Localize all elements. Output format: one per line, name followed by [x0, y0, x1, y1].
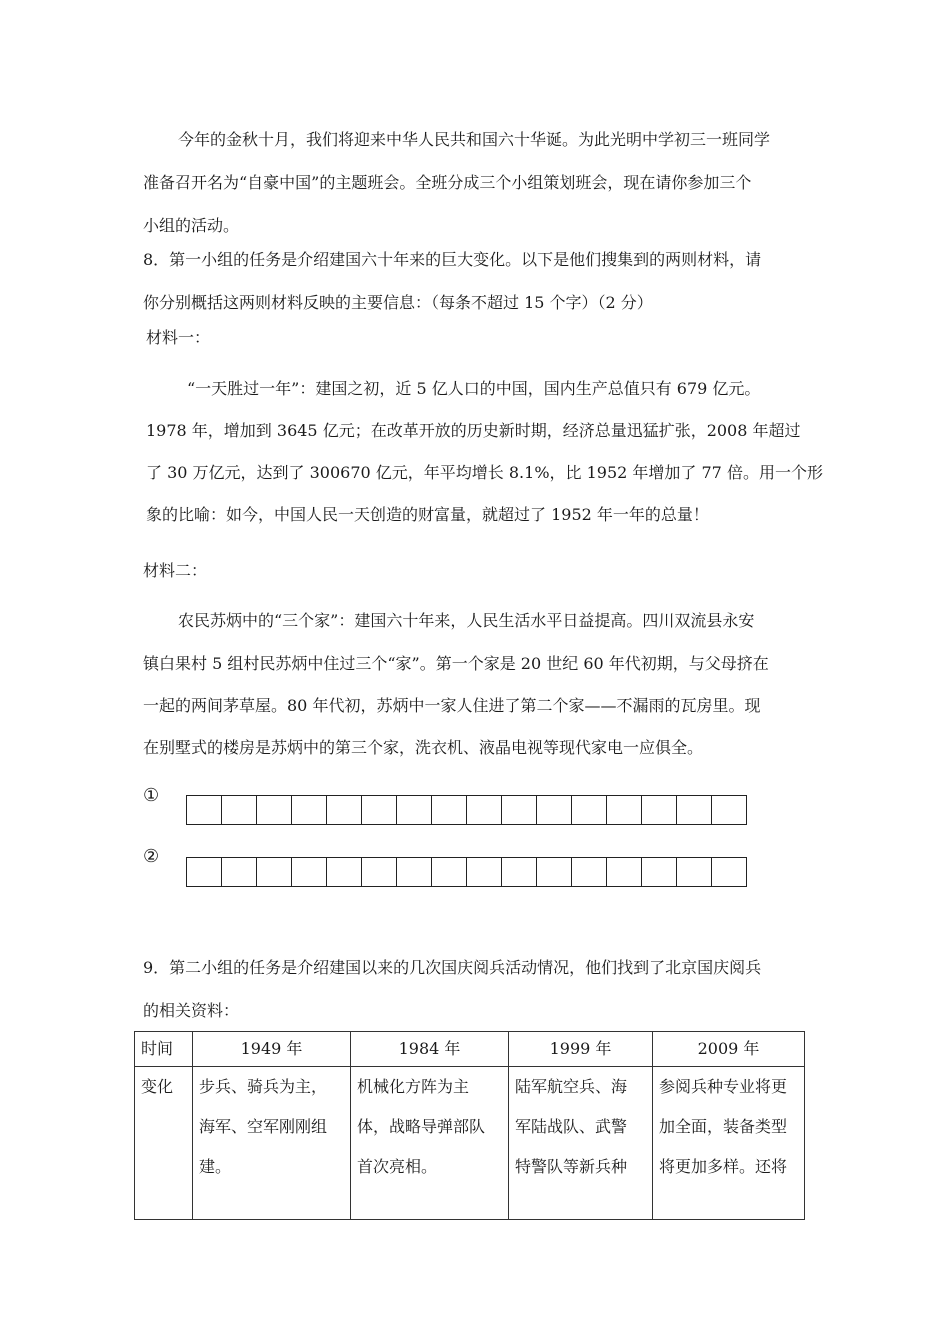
table-row-label: 变化 [135, 1067, 193, 1220]
parade-table [134, 1031, 805, 1220]
question-9-line-2: 的相关资料： [143, 1001, 240, 1020]
answer-marker-1: ① [143, 785, 160, 806]
table-cell: 机械化方阵为主 体，战略导弹部队 首次亮相。 [351, 1067, 509, 1220]
answer-grid-2[interactable] [186, 857, 747, 887]
intro-line-2: 准备召开名为“自豪中国”的主题班会。全班分成三个小组策划班会，现在请你参加三个 [143, 173, 752, 192]
material-2-line-2: 镇白果村 5 组村民苏炳中住过三个“家”。第一个家是 20 世纪 60 年代初期，与父母挤在 [143, 654, 769, 673]
answer-marker-2: ② [143, 846, 160, 867]
intro-line-3: 小组的活动。 [143, 216, 240, 235]
table-header-cell: 2009 年 [653, 1032, 805, 1067]
table-header-cell: 时间 [135, 1032, 193, 1067]
question-8-line-1: 8．第一小组的任务是介绍建国六十年来的巨大变化。以下是他们搜集到的两则材料，请 [143, 250, 762, 269]
material-1-line-1: “一天胜过一年”：建国之初，近 5 亿人口的中国，国内生产总值只有 679 亿元。 [187, 379, 761, 398]
material-1-label: 材料一： [146, 328, 211, 347]
material-2-label: 材料二： [143, 561, 208, 580]
table-cell: 步兵、骑兵为主， 海军、空军刚刚组 建。 [193, 1067, 351, 1220]
table-header-cell: 1949 年 [193, 1032, 351, 1067]
question-9-line-1: 9．第二小组的任务是介绍建国以来的几次国庆阅兵活动情况，他们找到了北京国庆阅兵 [143, 958, 762, 977]
intro-line-1: 今年的金秋十月，我们将迎来中华人民共和国六十华诞。为此光明中学初三一班同学 [178, 130, 771, 149]
table-header-cell: 1984 年 [351, 1032, 509, 1067]
material-1-line-2: 1978 年，增加到 3645 亿元；在改革开放的历史新时期，经济总量迅猛扩张，2008 年超过 [146, 421, 801, 440]
material-2-line-4: 在别墅式的楼房是苏炳中的第三个家，洗衣机、液晶电视等现代家电一应俱全。 [143, 738, 704, 757]
answer-grid-1[interactable] [186, 795, 747, 825]
material-2-line-1: 农民苏炳中的“三个家”：建国六十年来，人民生活水平日益提高。四川双流县永安 [178, 611, 755, 630]
table-cell: 参阅兵种专业将更 加全面，装备类型 将更加多样。还将 [653, 1067, 805, 1220]
material-1-line-3: 了 30 万亿元，达到了 300670 亿元，年平均增长 8.1%，比 1952 年增加了 77 倍。用一个形 [146, 463, 823, 482]
table-header-cell: 1999 年 [509, 1032, 653, 1067]
table-cell: 陆军航空兵、海 军陆战队、武警 特警队等新兵种 [509, 1067, 653, 1220]
material-2-line-3: 一起的两间茅草屋。80 年代初，苏炳中一家人住进了第二个家——不漏雨的瓦房里。现 [143, 696, 761, 715]
material-1-line-4: 象的比喻：如今，中国人民一天创造的财富量，就超过了 1952 年一年的总量！ [146, 505, 709, 524]
table-row [135, 1067, 805, 1220]
question-8-line-2: 你分别概括这两则材料反映的主要信息：（每条不超过 15 个字）（2 分） [143, 293, 653, 312]
table-header-row [135, 1032, 805, 1067]
